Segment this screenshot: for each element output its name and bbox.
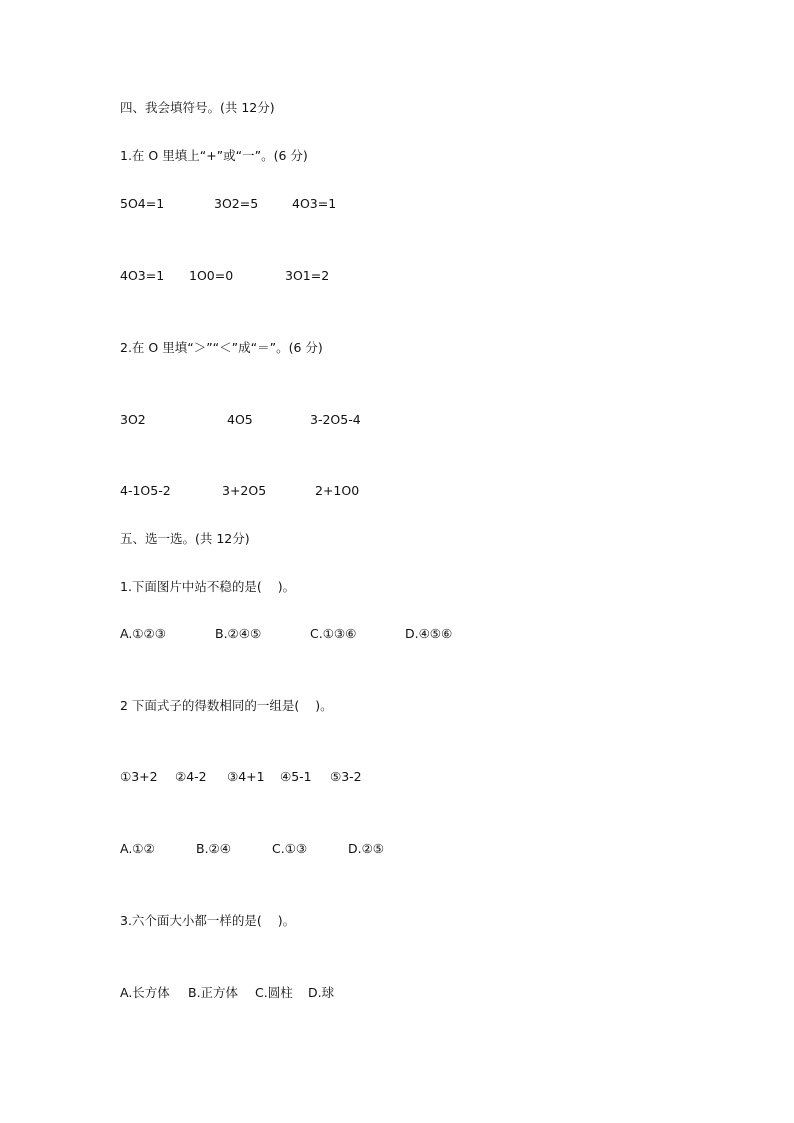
s5q2-option-c: C.①③ — [272, 841, 308, 856]
section5-q1-prompt: 1.下面图片中站不稳的是( )。 — [120, 579, 296, 594]
s5q1-option-b: B.②④⑤ — [215, 626, 262, 641]
s5q3-option-b: B.正方体 — [188, 985, 239, 1000]
s5q2-expression-2: ②4-2 — [175, 769, 207, 784]
section5-heading: 五、选一选。(共 12分) — [120, 531, 250, 546]
s4q1-row1-item2: 3O2=5 — [214, 196, 259, 211]
s5q1-option-d: D.④⑤⑥ — [405, 626, 453, 641]
s4q2-row1-item1: 3O2 — [120, 412, 146, 427]
section5-q2-prompt: 2 下面式子的得数相同的一组是( )。 — [120, 698, 333, 713]
s5q2-expression-4: ④5-1 — [280, 769, 312, 784]
s5q2-option-d: D.②⑤ — [348, 841, 385, 856]
s5q2-expression-1: ①3+2 — [120, 769, 158, 784]
s4q1-row2-item2: 1O0=0 — [189, 268, 234, 283]
s5q2-expression-5: ⑤3-2 — [330, 769, 362, 784]
s5q3-option-c: C.圆柱 — [255, 985, 293, 1000]
section4-heading: 四、我会填符号。(共 12分) — [120, 100, 275, 115]
s4q2-row1-item3: 3-2O5-4 — [310, 412, 361, 427]
s4q2-row2-item3: 2+1O0 — [315, 483, 360, 498]
s5q2-option-b: B.②④ — [196, 841, 231, 856]
s4q1-row1-item1: 5O4=1 — [120, 196, 165, 211]
s5q2-expression-3: ③4+1 — [227, 769, 265, 784]
section4-q2-prompt: 2.在 O 里填“＞”“＜”成“＝”。(6 分) — [120, 340, 323, 355]
s4q2-row2-item2: 3+2O5 — [222, 483, 267, 498]
s5q2-option-a: A.①② — [120, 841, 155, 856]
section4-q1-prompt: 1.在 O 里填上“+”或“一”。(6 分) — [120, 148, 308, 163]
s5q3-option-d: D.球 — [308, 985, 335, 1000]
s5q1-option-c: C.①③⑥ — [310, 626, 357, 641]
section5-q3-prompt: 3.六个面大小都一样的是( )。 — [120, 913, 296, 928]
s4q1-row2-item1: 4O3=1 — [120, 268, 165, 283]
s4q2-row2-item1: 4-1O5-2 — [120, 483, 171, 498]
s4q2-row1-item2: 4O5 — [227, 412, 253, 427]
s4q1-row1-item3: 4O3=1 — [292, 196, 337, 211]
s5q3-option-a: A.长方体 — [120, 985, 170, 1000]
s4q1-row2-item3: 3O1=2 — [285, 268, 330, 283]
s5q1-option-a: A.①②③ — [120, 626, 166, 641]
